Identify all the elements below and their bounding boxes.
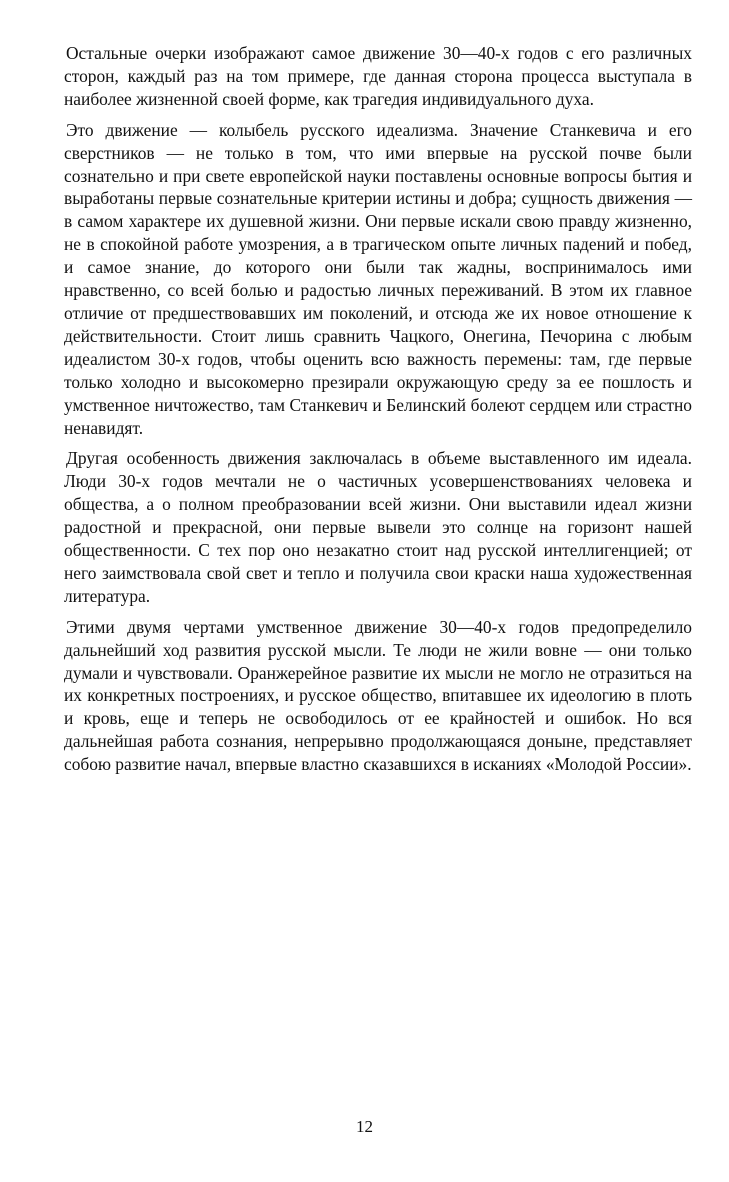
paragraph-1: Остальные очерки изображают самое движение 30—40-х годов с его различных сторон, каждый раз на том примере, где данная сторона процесса выступала в наиболее жизненной своей форме, как трагедия индивидуального духа. bbox=[64, 43, 692, 109]
paragraph-2: Это движение — колыбель русского идеализма. Значение Станкевича и его сверстников — не только в том, что ими впервые на русской почве были сознательно и при свете европейской науки поставлены основные вопросы бытия и выработаны первые сознательные критерии истины и добра; сущность движения — в самом характере их душевной жизни. Они первые искали свою правду жизненно, не в спокойной работе умозрения, а в трагическом опыте личных падений и побед, и самое знание, до которого они были так жадны, воспринималось ими нравственно, со всей болью и радостью личных переживаний. В этом их главное отличие от предшествовавших им поколений, и отсюда же их новое отношение к действительности. Стоит лишь сравнить Чацкого, Онегина, Печорина с любым идеалистом 30-х годов, чтобы оценить всю важность перемены: там, где первые только холодно и высокомерно презирали окружающую среду за ее пошлость и умственное ничтожество, там Станкевич и Белинский болеют сердцем или страстно ненавидят. bbox=[64, 119, 692, 438]
page-number: 12 bbox=[356, 1117, 373, 1136]
paragraph-4: Этими двумя чертами умственное движение 30—40-х годов предопределило дальнейший ход развития русской мысли. Те люди не жили вовне — они только думали и чувствовали. Оранжерейное развитие их мысли не могло не отразиться на их конкретных построениях, и русское общество, впитавшее их идеологию в плоть и кровь, еще и теперь не освободилось от ее крайностей и ошибок. Но вся дальнейшая работа сознания, непрерывно продолжающаяся доныне, представляет собою развитие начал, впервые властно сказавшихся в исканиях «Молодой России». bbox=[64, 616, 692, 775]
paragraph-3: Другая особенность движения заключалась в объеме выставленного им идеала. Люди 30-х годов мечтали не о частичных усовершенствованиях человека и общества, а о полном преобразовании всей жизни. Они выставили идеал жизни радостной и прекрасной, они первые вывели это солнце на горизонт нашей общественности. С тех пор оно незакатно стоит над русской интеллигенцией; от него заимствовала свой свет и тепло и получила свои краски наша художественная литература. bbox=[64, 448, 692, 606]
page-body-text bbox=[64, 42, 692, 784]
